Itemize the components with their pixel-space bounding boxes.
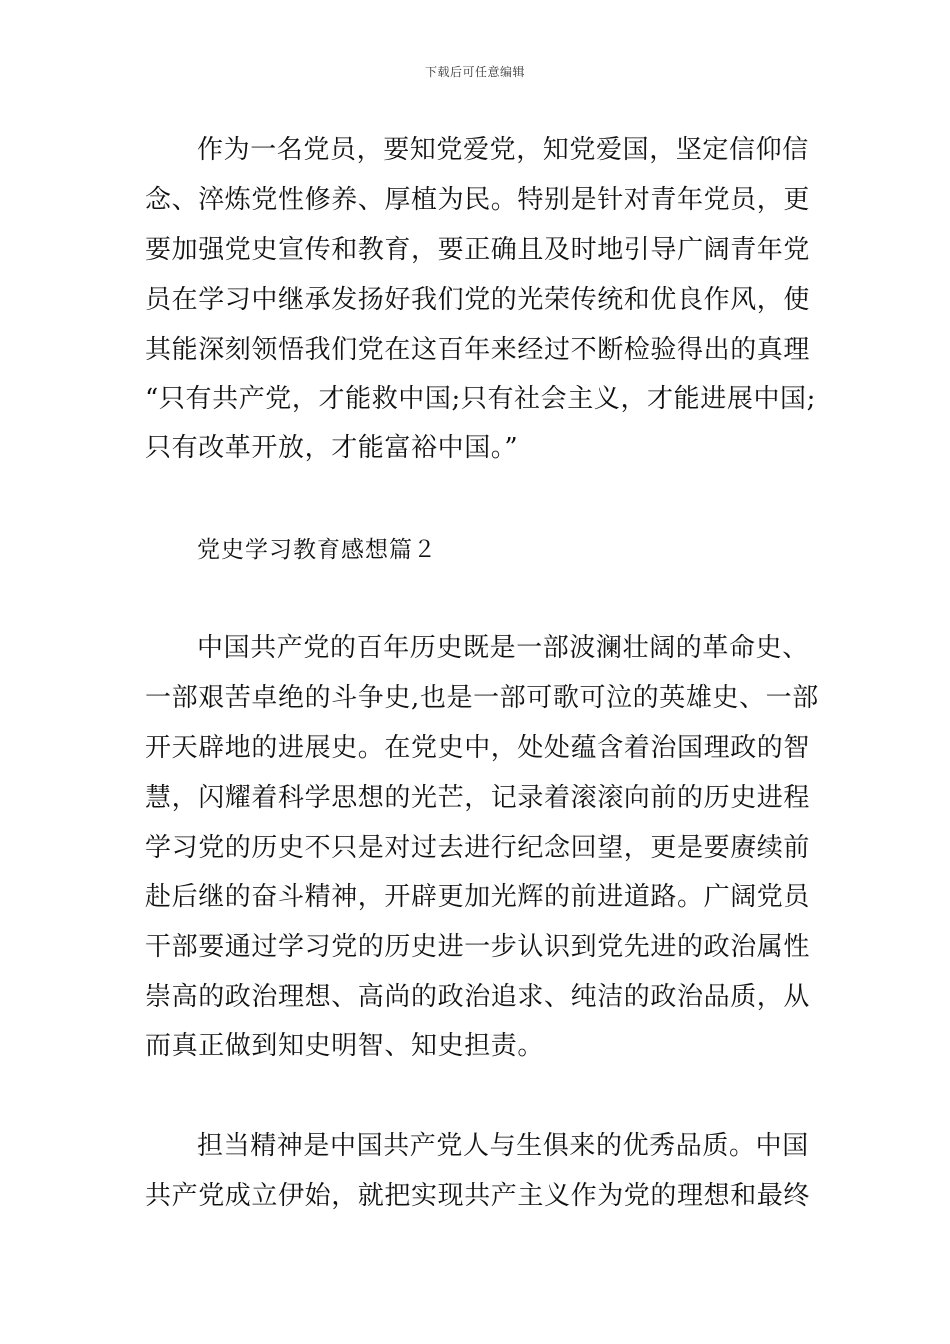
paragraph-line: 只有改革开放，才能富裕中国。” [145,433,519,463]
paragraph-line: “只有共产党，才能救中国;只有社会主义，才能进展中国; [145,384,817,414]
paragraph-line: 干部要通过学习党的历史进一步认识到党先进的政治属性 [145,932,811,962]
paragraph-line: 其能深刻领悟我们党在这百年来经过不断检验得出的真理 [145,335,811,365]
paragraph-line: 中国共产党的百年历史既是一部波澜壮阔的革命史、 [197,633,809,663]
paragraph-line: 赴后继的奋斗精神，开辟更加光辉的前进道路。广阔党员 [145,882,811,912]
paragraph-line: 作为一名党员，要知党爱党，知党爱国，坚定信仰信 [197,135,809,165]
paragraph-line: 念、淬炼党性修养、厚植为民。特别是针对青年党员，更 [145,185,811,215]
paragraph-line: 一部艰苦卓绝的斗争史,也是一部可歌可泣的英雄史、一部 [145,683,819,713]
header-note: 下载后可任意编辑 [424,65,525,79]
section-heading: 党史学习教育感想篇２ [197,537,437,563]
paragraph-line: 慧，闪耀着科学思想的光芒，记录着滚滚向前的历史进程 [145,783,811,813]
paragraph-line: 要加强党史宣传和教育，要正确且及时地引导广阔青年党 [145,235,811,265]
paragraph-line: 员在学习中继承发扬好我们党的光荣传统和优良作风，使 [145,285,811,315]
paragraph-line: 学习党的历史不只是对过去进行纪念回望，更是要赓续前 [145,833,811,863]
paragraph-line: 共产党成立伊始，就把实现共产主义作为党的理想和最终 [145,1181,811,1211]
paragraph-line: 而真正做到知史明智、知史担责。 [145,1031,545,1061]
paragraph-line: 担当精神是中国共产党人与生俱来的优秀品质。中国 [197,1131,809,1161]
paragraph-line: 开天辟地的进展史。在党史中，处处蕴含着治国理政的智 [145,733,811,763]
paragraph-line: 崇高的政治理想、高尚的政治追求、纯洁的政治品质，从 [145,982,811,1012]
